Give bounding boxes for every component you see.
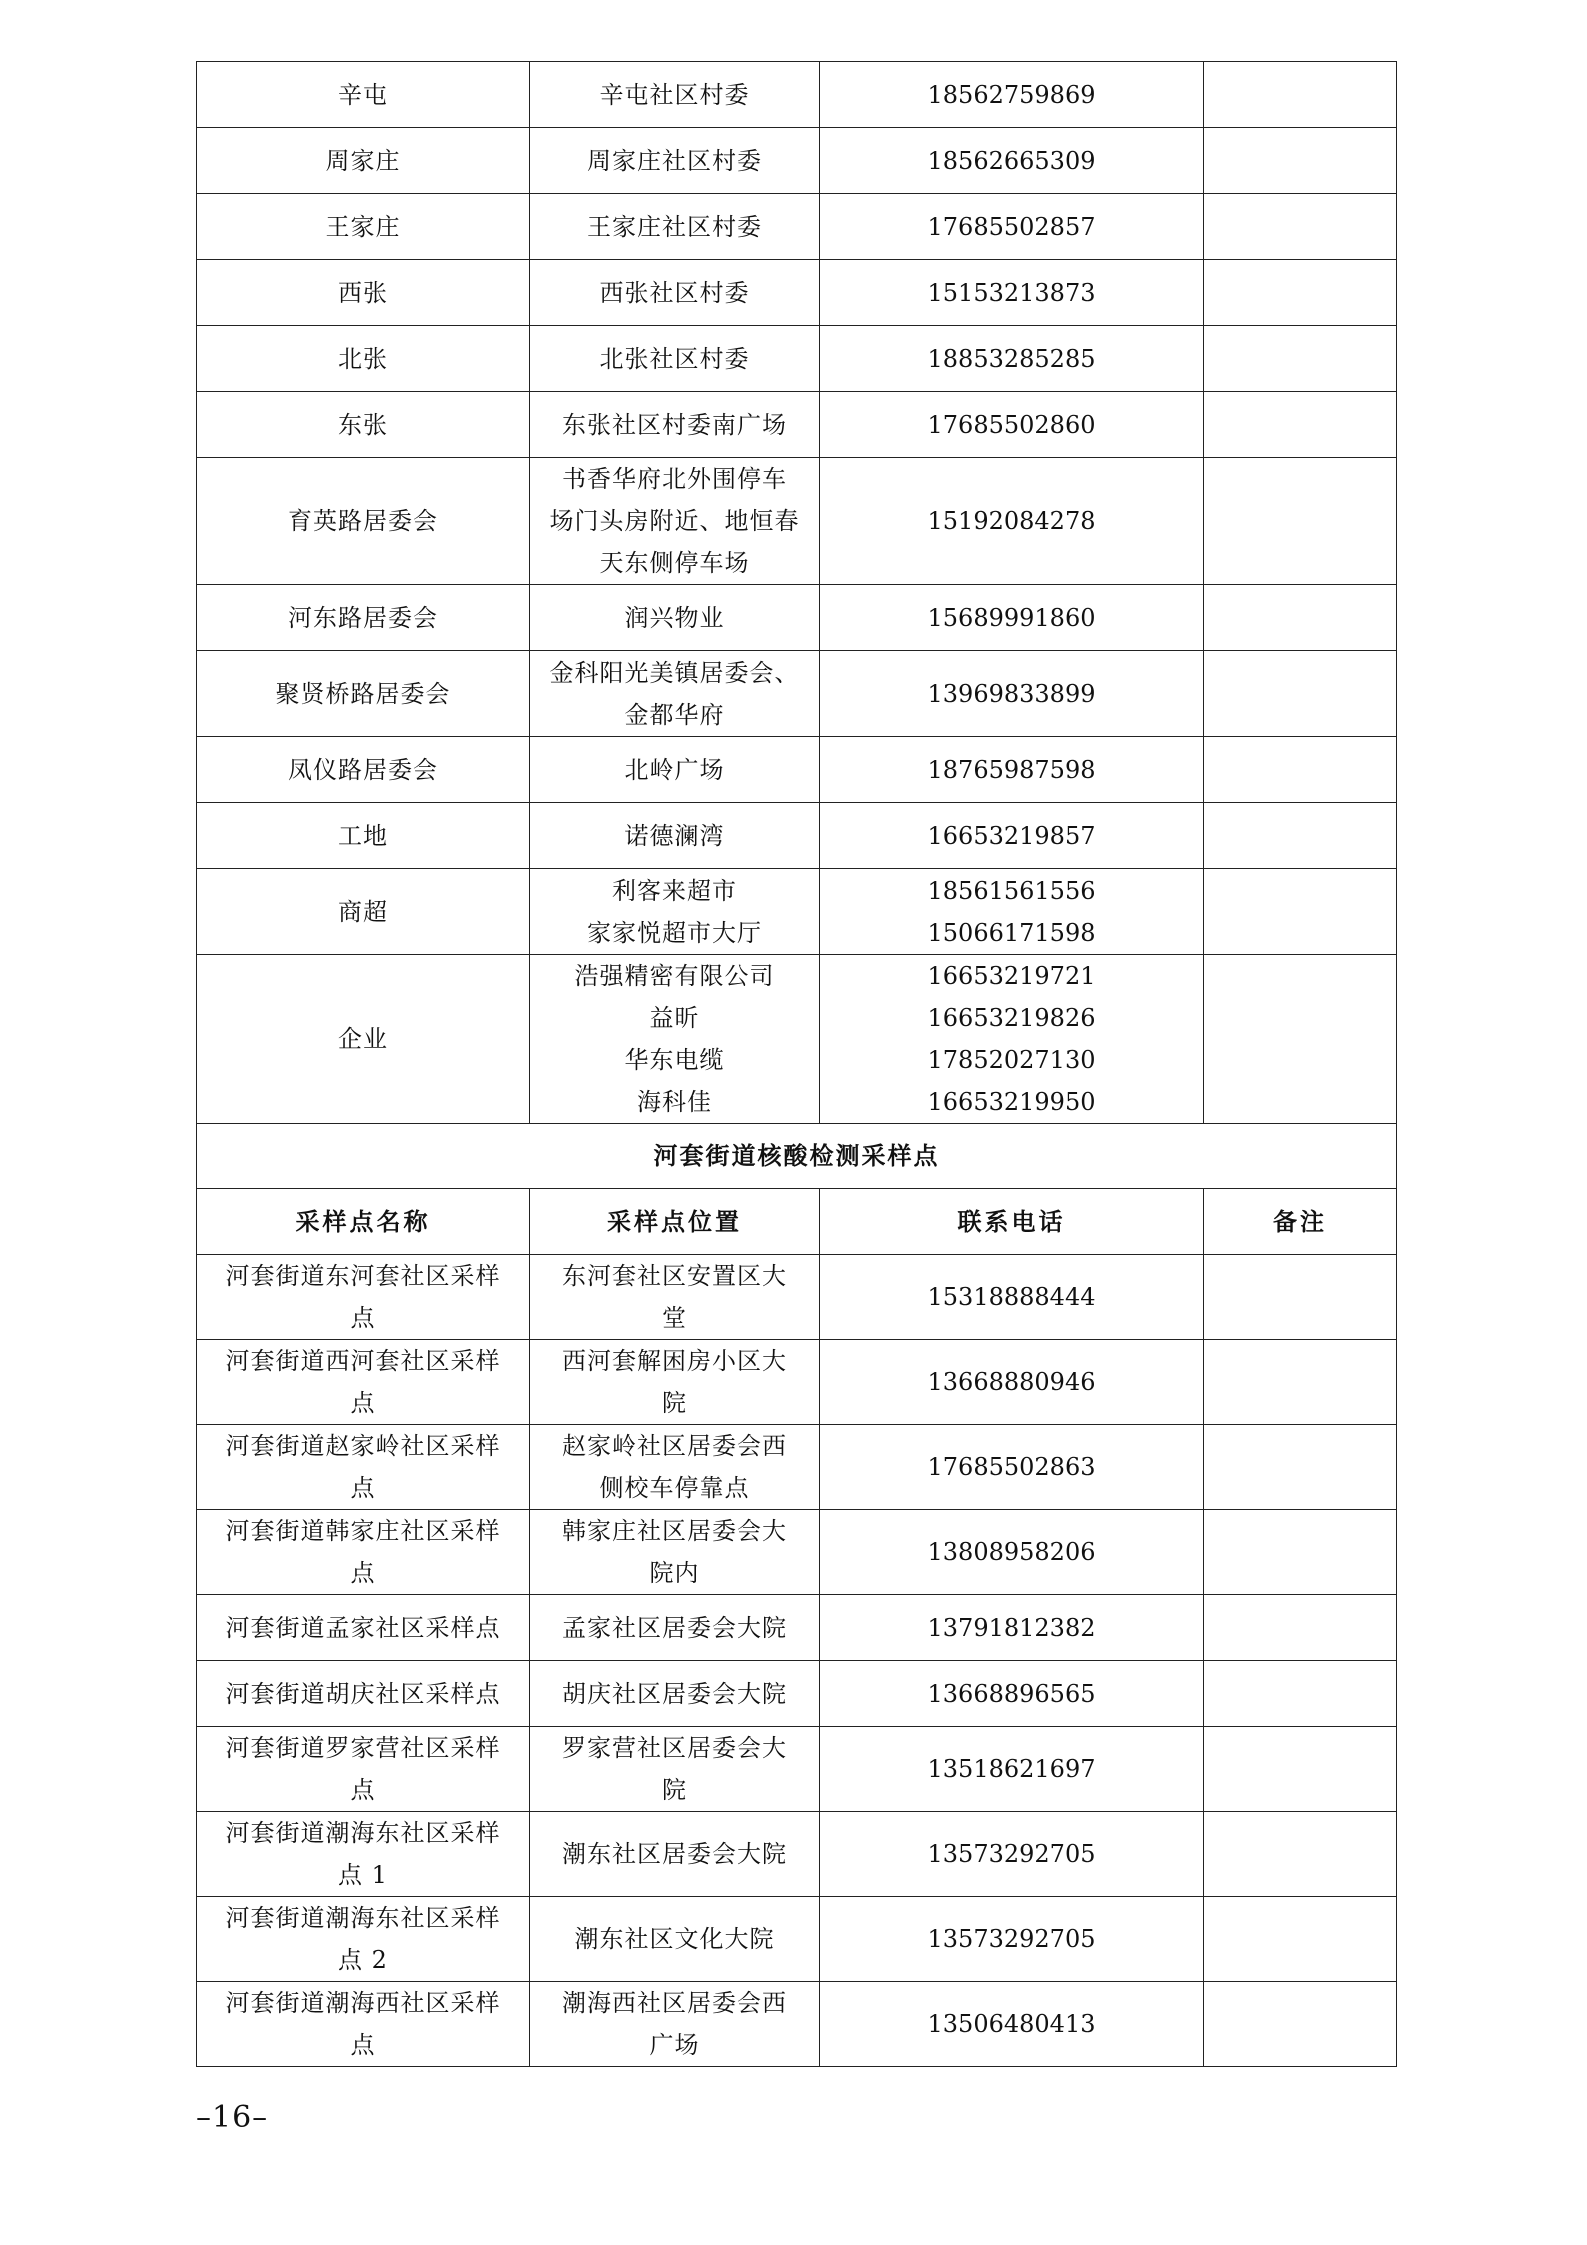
cell-line: 15192084278 xyxy=(927,507,1096,535)
cell-line: 河套街道西河套社区采样 xyxy=(225,1347,501,1375)
cell-line: 场门头房附近、地恒春 xyxy=(549,507,800,535)
cell-line: 潮海西社区居委会西 xyxy=(562,1989,787,2017)
table-row xyxy=(197,1812,1397,1897)
table-row xyxy=(197,737,1397,803)
cell-line: 13668880946 xyxy=(927,1368,1096,1396)
table-row xyxy=(197,803,1397,869)
cell-phone xyxy=(820,1727,1204,1812)
cell-name: 商超 xyxy=(197,869,530,955)
cell-line: 润兴物业 xyxy=(624,603,725,632)
header-name: 采样点名称 xyxy=(197,1189,530,1255)
cell-note xyxy=(1204,1255,1397,1340)
cell-location xyxy=(530,1255,820,1340)
cell-location xyxy=(530,1595,820,1661)
cell-line: 王家庄社区村委 xyxy=(587,212,762,241)
cell-line: 书香华府北外围停车 xyxy=(562,465,787,493)
table-row xyxy=(197,1982,1397,2067)
cell-name xyxy=(197,1982,530,2067)
cell-note xyxy=(1204,585,1397,651)
table-row xyxy=(197,1255,1397,1340)
cell-name xyxy=(197,1510,530,1595)
cell-name xyxy=(197,1340,530,1425)
cell-location xyxy=(530,1897,820,1982)
cell-note xyxy=(1204,955,1397,1124)
cell-line: 赵家岭社区居委会西 xyxy=(562,1432,787,1460)
cell-line: 18562665309 xyxy=(927,146,1096,175)
cell-note xyxy=(1204,1982,1397,2067)
cell-line: 点 2 xyxy=(338,1946,388,1974)
cell-location xyxy=(530,62,820,128)
cell-line: 潮东社区文化大院 xyxy=(574,1925,775,1953)
cell-line: 孟家社区居委会大院 xyxy=(562,1613,787,1642)
cell-line: 金科阳光美镇居委会、 xyxy=(549,658,800,687)
cell-line: 浩强精密有限公司 xyxy=(574,962,775,990)
cell-name: 辛屯 xyxy=(197,62,530,128)
cell-line: 周家庄社区村委 xyxy=(587,146,762,175)
cell-line: 点 xyxy=(350,1776,376,1804)
cell-line: 15318888444 xyxy=(927,1283,1096,1311)
cell-line: 16653219826 xyxy=(927,1004,1096,1032)
cell-line: 13573292705 xyxy=(927,1840,1096,1868)
cell-line: 河套街道潮海东社区采样 xyxy=(225,1819,501,1847)
table-row xyxy=(197,1340,1397,1425)
cell-location xyxy=(530,651,820,737)
section-title: 河套街道核酸检测采样点 xyxy=(197,1124,1397,1189)
cell-name: 育英路居委会 xyxy=(197,458,530,585)
table-row xyxy=(197,458,1397,585)
cell-note xyxy=(1204,260,1397,326)
table-row xyxy=(197,1897,1397,1982)
cell-phone xyxy=(820,1425,1204,1510)
cell-note xyxy=(1204,1661,1397,1727)
cell-name xyxy=(197,1425,530,1510)
cell-location xyxy=(530,869,820,955)
header-note: 备注 xyxy=(1204,1189,1397,1255)
cell-phone xyxy=(820,194,1204,260)
cell-note xyxy=(1204,803,1397,869)
cell-name: 北张 xyxy=(197,326,530,392)
cell-name xyxy=(197,1727,530,1812)
cell-line: 诺德澜湾 xyxy=(624,821,725,850)
cell-phone xyxy=(820,1812,1204,1897)
table-row xyxy=(197,1510,1397,1595)
cell-location xyxy=(530,803,820,869)
cell-phone xyxy=(820,1340,1204,1425)
cell-note xyxy=(1204,1897,1397,1982)
cell-note xyxy=(1204,128,1397,194)
table-row xyxy=(197,1425,1397,1510)
cell-line: 18765987598 xyxy=(927,755,1096,784)
cell-line: 点 xyxy=(350,1474,376,1502)
cell-note xyxy=(1204,326,1397,392)
cell-line: 17852027130 xyxy=(927,1046,1096,1074)
cell-line: 17685502863 xyxy=(927,1453,1096,1481)
cell-line: 18853285285 xyxy=(927,344,1096,373)
cell-line: 河套街道赵家岭社区采样 xyxy=(225,1432,501,1460)
cell-line: 西河套解困房小区大 xyxy=(562,1347,787,1375)
cell-location xyxy=(530,128,820,194)
cell-phone xyxy=(820,803,1204,869)
cell-line: 潮东社区居委会大院 xyxy=(562,1840,787,1868)
lower-rows xyxy=(197,1255,1397,2067)
page-number: –16– xyxy=(196,2100,269,2135)
cell-location xyxy=(530,955,820,1124)
cell-location xyxy=(530,194,820,260)
cell-phone xyxy=(820,737,1204,803)
table-row xyxy=(197,392,1397,458)
cell-note xyxy=(1204,1727,1397,1812)
table-row xyxy=(197,869,1397,955)
cell-line: 河套街道孟家社区采样点 xyxy=(225,1613,501,1642)
cell-phone xyxy=(820,1255,1204,1340)
cell-phone xyxy=(820,1661,1204,1727)
cell-note xyxy=(1204,392,1397,458)
table-row xyxy=(197,955,1397,1124)
cell-location xyxy=(530,737,820,803)
cell-line: 13808958206 xyxy=(927,1538,1096,1566)
cell-phone xyxy=(820,62,1204,128)
cell-location xyxy=(530,1425,820,1510)
cell-line: 河套街道韩家庄社区采样 xyxy=(225,1517,501,1545)
table-row xyxy=(197,1595,1397,1661)
cell-line: 15066171598 xyxy=(927,918,1096,947)
cell-line: 15153213873 xyxy=(927,278,1096,307)
cell-line: 金都华府 xyxy=(624,700,725,729)
cell-line: 16653219950 xyxy=(927,1088,1096,1116)
cell-line: 点 xyxy=(350,2031,376,2059)
cell-location xyxy=(530,1982,820,2067)
cell-name: 西张 xyxy=(197,260,530,326)
cell-name: 河东路居委会 xyxy=(197,585,530,651)
cell-phone xyxy=(820,392,1204,458)
cell-phone xyxy=(820,260,1204,326)
cell-phone xyxy=(820,326,1204,392)
cell-note xyxy=(1204,194,1397,260)
section-title-row xyxy=(197,1124,1397,1189)
cell-note xyxy=(1204,62,1397,128)
cell-name: 王家庄 xyxy=(197,194,530,260)
cell-note xyxy=(1204,458,1397,585)
cell-line: 益昕 xyxy=(649,1004,700,1032)
cell-location xyxy=(530,1661,820,1727)
cell-line: 河套街道东河套社区采样 xyxy=(225,1262,501,1290)
cell-line: 利客来超市 xyxy=(612,876,737,905)
cell-phone xyxy=(820,955,1204,1124)
header-location: 采样点位置 xyxy=(530,1189,820,1255)
cell-line: 13969833899 xyxy=(927,679,1096,708)
cell-name: 东张 xyxy=(197,392,530,458)
cell-line: 北岭广场 xyxy=(624,755,725,784)
cell-line: 西张社区村委 xyxy=(599,278,750,307)
table-row xyxy=(197,326,1397,392)
cell-line: 院 xyxy=(662,1776,687,1804)
cell-line: 13791812382 xyxy=(927,1613,1096,1642)
cell-name xyxy=(197,1255,530,1340)
cell-name: 凤仪路居委会 xyxy=(197,737,530,803)
cell-name: 企业 xyxy=(197,955,530,1124)
cell-name xyxy=(197,1897,530,1982)
cell-phone xyxy=(820,651,1204,737)
cell-location xyxy=(530,326,820,392)
cell-line: 罗家营社区居委会大 xyxy=(562,1734,787,1762)
cell-location xyxy=(530,260,820,326)
cell-name: 聚贤桥路居委会 xyxy=(197,651,530,737)
cell-line: 华东电缆 xyxy=(624,1046,725,1074)
cell-location xyxy=(530,392,820,458)
table-row xyxy=(197,1661,1397,1727)
cell-line: 13506480413 xyxy=(927,2010,1096,2038)
cell-line: 点 1 xyxy=(338,1861,388,1889)
cell-phone xyxy=(820,869,1204,955)
cell-phone xyxy=(820,1897,1204,1982)
cell-phone xyxy=(820,585,1204,651)
cell-note xyxy=(1204,1595,1397,1661)
cell-line: 侧校车停靠点 xyxy=(599,1474,750,1502)
cell-line: 堂 xyxy=(662,1304,687,1332)
cell-note xyxy=(1204,1425,1397,1510)
cell-name: 工地 xyxy=(197,803,530,869)
cell-line: 院 xyxy=(662,1389,687,1417)
cell-location xyxy=(530,1510,820,1595)
cell-note xyxy=(1204,737,1397,803)
cell-line: 18562759869 xyxy=(927,80,1096,109)
section-block xyxy=(197,1124,1397,1255)
cell-line: 河套街道潮海西社区采样 xyxy=(225,1989,501,2017)
table-row xyxy=(197,651,1397,737)
cell-phone xyxy=(820,1595,1204,1661)
cell-note xyxy=(1204,869,1397,955)
cell-name xyxy=(197,1812,530,1897)
cell-line: 17685502857 xyxy=(927,212,1096,241)
cell-line: 胡庆社区居委会大院 xyxy=(562,1679,787,1708)
cell-location xyxy=(530,458,820,585)
cell-line: 点 xyxy=(350,1304,376,1332)
cell-note xyxy=(1204,1340,1397,1425)
cell-line: 13668896565 xyxy=(927,1679,1096,1708)
cell-line: 海科佳 xyxy=(637,1088,712,1116)
header-phone: 联系电话 xyxy=(820,1189,1204,1255)
cell-name xyxy=(197,1661,530,1727)
cell-line: 13518621697 xyxy=(927,1755,1096,1783)
cell-line: 17685502860 xyxy=(927,410,1096,439)
cell-note xyxy=(1204,651,1397,737)
cell-line: 韩家庄社区居委会大 xyxy=(562,1517,787,1545)
cell-note xyxy=(1204,1510,1397,1595)
cell-line: 点 xyxy=(350,1389,376,1417)
header-row xyxy=(197,1189,1397,1255)
cell-line: 16653219721 xyxy=(927,962,1096,990)
table-row xyxy=(197,260,1397,326)
cell-line: 辛屯社区村委 xyxy=(599,80,750,109)
table-row xyxy=(197,1727,1397,1812)
cell-line: 北张社区村委 xyxy=(599,344,750,373)
cell-line: 东河套社区安置区大 xyxy=(562,1262,787,1290)
cell-location xyxy=(530,1340,820,1425)
cell-name xyxy=(197,1595,530,1661)
sampling-points-table xyxy=(196,61,1397,2067)
cell-location xyxy=(530,1812,820,1897)
cell-name: 周家庄 xyxy=(197,128,530,194)
cell-note xyxy=(1204,1812,1397,1897)
cell-line: 河套街道罗家营社区采样 xyxy=(225,1734,501,1762)
cell-phone xyxy=(820,128,1204,194)
table-row xyxy=(197,62,1397,128)
cell-line: 东张社区村委南广场 xyxy=(562,410,787,439)
cell-line: 16653219857 xyxy=(927,821,1096,850)
upper-rows xyxy=(197,62,1397,1124)
cell-phone xyxy=(820,458,1204,585)
cell-line: 河套街道胡庆社区采样点 xyxy=(225,1679,501,1708)
cell-phone xyxy=(820,1982,1204,2067)
cell-line: 13573292705 xyxy=(927,1925,1096,1953)
cell-location xyxy=(530,1727,820,1812)
cell-line: 河套街道潮海东社区采样 xyxy=(225,1904,501,1932)
cell-line: 广场 xyxy=(649,2031,700,2059)
cell-phone xyxy=(820,1510,1204,1595)
cell-line: 家家悦超市大厅 xyxy=(587,918,762,947)
cell-location xyxy=(530,585,820,651)
cell-line: 院内 xyxy=(649,1559,700,1587)
table-row xyxy=(197,194,1397,260)
cell-line: 15689991860 xyxy=(927,603,1096,632)
cell-line: 18561561556 xyxy=(927,876,1096,905)
cell-line: 天东侧停车场 xyxy=(599,549,750,577)
table-row xyxy=(197,585,1397,651)
table-row xyxy=(197,128,1397,194)
cell-line: 点 xyxy=(350,1559,376,1587)
